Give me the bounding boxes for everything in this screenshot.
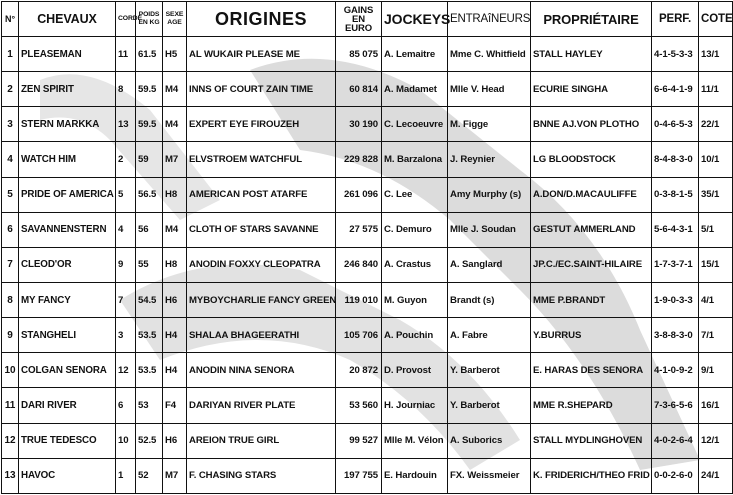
cell-origines: INNS OF COURT ZAIN TIME [187,72,336,107]
cell-gains: 197 755 [336,458,382,493]
cell-corde: 5 [116,177,136,212]
table-row [2,423,733,458]
table-row [2,107,733,142]
cell-origines: CLOTH OF STARS SAVANNE [187,212,336,247]
cell-sexe-age: H6 [163,282,187,317]
cell-gains: 20 872 [336,353,382,388]
cell-horse: PRIDE OF AMERICA [19,177,116,212]
cell-trainer: Amy Murphy (s) [448,177,531,212]
cell-trainer: A. Suborics [448,423,531,458]
cell-corde: 1 [116,458,136,493]
cell-jockey: H. Journiac [382,388,448,423]
cell-jockey: A. Lemaitre [382,37,448,72]
cell-sexe-age: M4 [163,72,187,107]
cell-num: 7 [2,247,19,282]
cell-cote: 9/1 [699,353,733,388]
cell-gains: 53 560 [336,388,382,423]
cell-trainer: M. Figge [448,107,531,142]
cell-perf: 4-0-2-6-4 [652,423,699,458]
cell-horse: SAVANNENSTERN [19,212,116,247]
cell-sexe-age: H5 [163,37,187,72]
cell-corde: 3 [116,318,136,353]
cell-num: 5 [2,177,19,212]
cell-cote: 35/1 [699,177,733,212]
cell-poids: 59 [136,142,163,177]
table-row [2,177,733,212]
header-row [2,2,733,37]
cell-trainer: Mlle V. Head [448,72,531,107]
cell-gains: 119 010 [336,282,382,317]
cell-origines: ANODIN NINA SENORA [187,353,336,388]
cell-origines: ANODIN FOXXY CLEOPATRA [187,247,336,282]
cell-horse: STANGHELI [19,318,116,353]
table-row [2,388,733,423]
cell-owner: LG BLOODSTOCK [531,142,652,177]
cell-poids: 56.5 [136,177,163,212]
cell-perf: 0-4-6-5-3 [652,107,699,142]
cell-origines: ELVSTROEM WATCHFUL [187,142,336,177]
cell-gains: 261 096 [336,177,382,212]
cell-owner: STALL HAYLEY [531,37,652,72]
header-poids: POIDS EN KG [136,2,163,37]
cell-sexe-age: M4 [163,107,187,142]
cell-gains: 229 828 [336,142,382,177]
cell-jockey: C. Demuro [382,212,448,247]
cell-horse: TRUE TEDESCO [19,423,116,458]
cell-num: 6 [2,212,19,247]
cell-sexe-age: F4 [163,388,187,423]
cell-trainer: Mlle J. Soudan [448,212,531,247]
cell-owner: ECURIE SINGHA [531,72,652,107]
cell-poids: 53.5 [136,318,163,353]
cell-trainer: Brandt (s) [448,282,531,317]
cell-horse: PLEASEMAN [19,37,116,72]
cell-cote: 10/1 [699,142,733,177]
cell-horse: ZEN SPIRIT [19,72,116,107]
header-num: N° [2,2,19,37]
header-jockeys: JOCKEYS [382,2,448,37]
cell-origines: SHALAA BHAGEERATHI [187,318,336,353]
cell-perf: 5-6-4-3-1 [652,212,699,247]
cell-cote: 13/1 [699,37,733,72]
header-sexe-age: SEXE AGE [163,2,187,37]
table-row [2,142,733,177]
cell-horse: WATCH HIM [19,142,116,177]
header-proprietaire: PROPRIÉTAIRE [531,2,652,37]
cell-sexe-age: M7 [163,458,187,493]
cell-perf: 4-1-0-9-2 [652,353,699,388]
cell-corde: 7 [116,282,136,317]
cell-origines: F. CHASING STARS [187,458,336,493]
header-origines: ORIGINES [187,2,336,37]
cell-gains: 246 840 [336,247,382,282]
cell-num: 4 [2,142,19,177]
cell-corde: 4 [116,212,136,247]
cell-horse: STERN MARKKA [19,107,116,142]
header-gains: GAINS EN EURO [336,2,382,37]
cell-poids: 53 [136,388,163,423]
cell-jockey: E. Hardouin [382,458,448,493]
cell-trainer: A. Sanglard [448,247,531,282]
cell-origines: EXPERT EYE FIROUZEH [187,107,336,142]
cell-cote: 24/1 [699,458,733,493]
cell-origines: MYBOYCHARLIE FANCY GREEN [187,282,336,317]
cell-perf: 7-3-6-5-6 [652,388,699,423]
cell-trainer: FX. Weissmeier [448,458,531,493]
cell-perf: 8-4-8-3-0 [652,142,699,177]
cell-cote: 5/1 [699,212,733,247]
table-row [2,353,733,388]
cell-jockey: M. Guyon [382,282,448,317]
table-row [2,72,733,107]
cell-num: 8 [2,282,19,317]
cell-sexe-age: H8 [163,177,187,212]
cell-owner: MME P.BRANDT [531,282,652,317]
cell-num: 1 [2,37,19,72]
cell-gains: 27 575 [336,212,382,247]
table-row [2,458,733,493]
table-row [2,282,733,317]
cell-corde: 11 [116,37,136,72]
cell-trainer: Mme C. Whitfield [448,37,531,72]
cell-cote: 11/1 [699,72,733,107]
cell-poids: 55 [136,247,163,282]
cell-owner: E. HARAS DES SENORA [531,353,652,388]
cell-owner: Y.BURRUS [531,318,652,353]
cell-owner: JP.C./EC.SAINT-HILAIRE [531,247,652,282]
cell-cote: 12/1 [699,423,733,458]
cell-poids: 53.5 [136,353,163,388]
cell-sexe-age: H4 [163,318,187,353]
race-table-container [1,1,732,494]
cell-cote: 16/1 [699,388,733,423]
cell-jockey: Mlle M. Vélon [382,423,448,458]
cell-jockey: A. Pouchin [382,318,448,353]
cell-corde: 12 [116,353,136,388]
header-perf: PERF. [652,2,699,37]
cell-perf: 0-3-8-1-5 [652,177,699,212]
cell-horse: HAVOC [19,458,116,493]
cell-horse: MY FANCY [19,282,116,317]
cell-origines: AL WUKAIR PLEASE ME [187,37,336,72]
cell-jockey: M. Barzalona [382,142,448,177]
cell-jockey: A. Crastus [382,247,448,282]
cell-trainer: A. Fabre [448,318,531,353]
cell-origines: DARIYAN RIVER PLATE [187,388,336,423]
cell-jockey: C. Lee [382,177,448,212]
cell-cote: 4/1 [699,282,733,317]
table-row [2,318,733,353]
cell-origines: AREION TRUE GIRL [187,423,336,458]
cell-corde: 13 [116,107,136,142]
cell-perf: 1-9-0-3-3 [652,282,699,317]
cell-perf: 3-8-8-3-0 [652,318,699,353]
race-table [1,1,733,494]
table-row [2,247,733,282]
cell-gains: 30 190 [336,107,382,142]
cell-num: 13 [2,458,19,493]
cell-jockey: C. Lecoeuvre [382,107,448,142]
cell-jockey: A. Madamet [382,72,448,107]
cell-corde: 8 [116,72,136,107]
cell-cote: 7/1 [699,318,733,353]
cell-trainer: Y. Barberot [448,388,531,423]
cell-num: 12 [2,423,19,458]
header-cote: COTE [699,2,733,37]
table-row [2,37,733,72]
cell-sexe-age: H4 [163,353,187,388]
cell-horse: DARI RIVER [19,388,116,423]
cell-cote: 15/1 [699,247,733,282]
cell-num: 2 [2,72,19,107]
cell-owner: MME R.SHEPARD [531,388,652,423]
cell-poids: 52 [136,458,163,493]
cell-perf: 4-1-5-3-3 [652,37,699,72]
cell-corde: 10 [116,423,136,458]
cell-num: 3 [2,107,19,142]
cell-poids: 56 [136,212,163,247]
cell-sexe-age: M7 [163,142,187,177]
header-entraineurs: ENTRAîNEURS [448,2,531,37]
cell-owner: BNNE AJ.VON PLOTHO [531,107,652,142]
cell-num: 11 [2,388,19,423]
header-corde: CORDE [116,2,136,37]
cell-poids: 61.5 [136,37,163,72]
cell-perf: 6-6-4-1-9 [652,72,699,107]
cell-gains: 60 814 [336,72,382,107]
cell-sexe-age: H8 [163,247,187,282]
cell-gains: 85 075 [336,37,382,72]
cell-gains: 105 706 [336,318,382,353]
table-row [2,212,733,247]
cell-origines: AMERICAN POST ATARFE [187,177,336,212]
cell-owner: A.DON/D.MACAULIFFE [531,177,652,212]
cell-corde: 2 [116,142,136,177]
cell-trainer: Y. Barberot [448,353,531,388]
cell-jockey: D. Provost [382,353,448,388]
cell-num: 9 [2,318,19,353]
cell-trainer: J. Reynier [448,142,531,177]
cell-gains: 99 527 [336,423,382,458]
cell-poids: 52.5 [136,423,163,458]
cell-owner: GESTUT AMMERLAND [531,212,652,247]
cell-owner: K. FRIDERICH/THEO FRID [531,458,652,493]
cell-corde: 9 [116,247,136,282]
cell-poids: 59.5 [136,107,163,142]
cell-sexe-age: H6 [163,423,187,458]
cell-poids: 59.5 [136,72,163,107]
cell-cote: 22/1 [699,107,733,142]
cell-num: 10 [2,353,19,388]
cell-horse: COLGAN SENORA [19,353,116,388]
cell-perf: 0-0-2-6-0 [652,458,699,493]
cell-corde: 6 [116,388,136,423]
cell-perf: 1-7-3-7-1 [652,247,699,282]
cell-sexe-age: M4 [163,212,187,247]
cell-owner: STALL MYDLINGHOVEN [531,423,652,458]
cell-horse: CLEOD'OR [19,247,116,282]
header-horse: CHEVAUX [19,2,116,37]
cell-poids: 54.5 [136,282,163,317]
